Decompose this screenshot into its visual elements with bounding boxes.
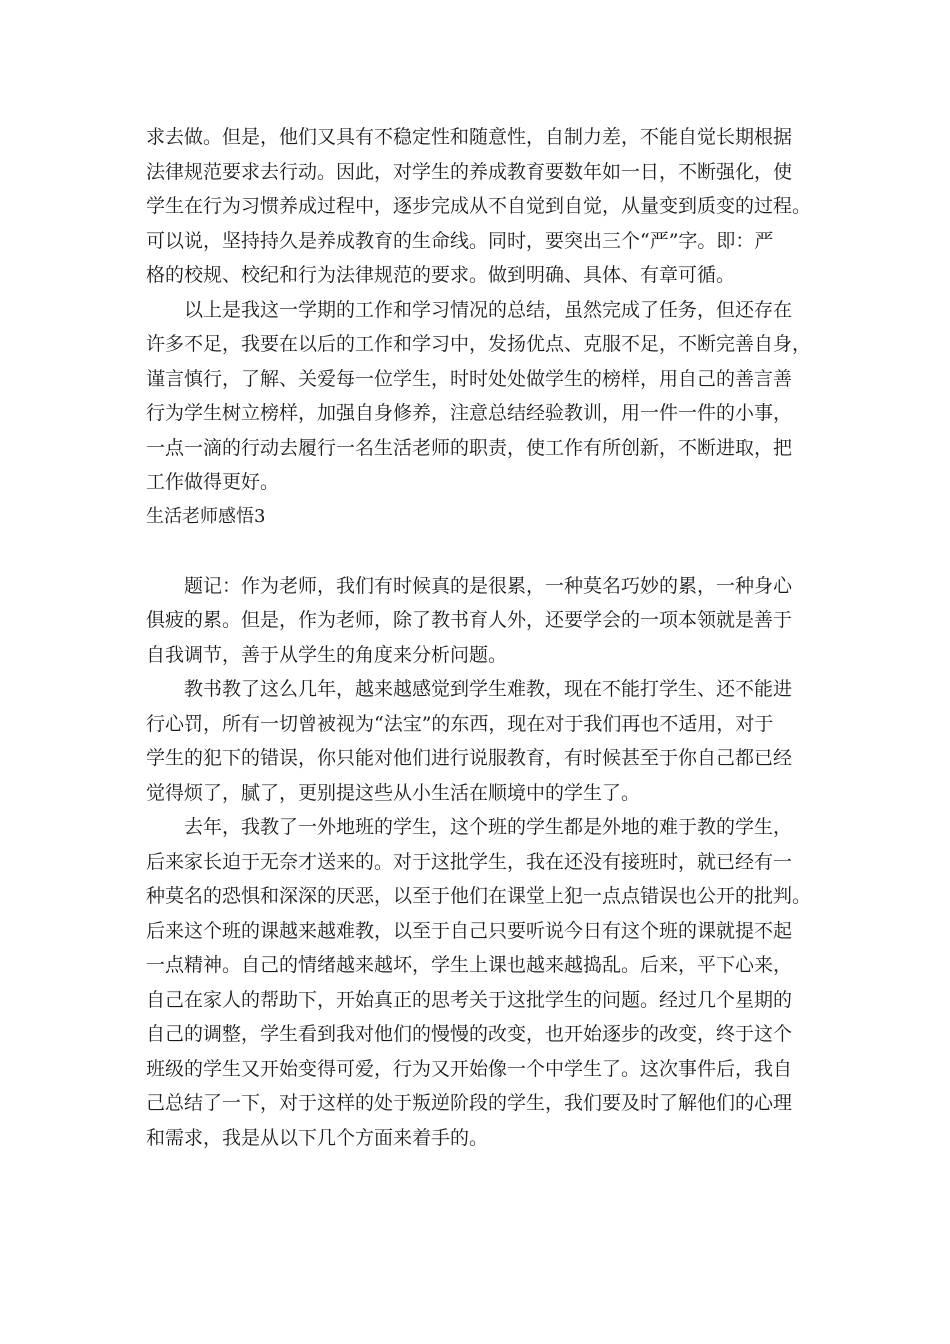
document-body: [146, 120, 814, 1155]
text-line: 己总结了一下，对于这样的处于叛逆阶段的学生，我们要及时了解他们的心理: [146, 1092, 793, 1114]
paragraph-last-year-class: [146, 810, 814, 1155]
text-line: 去年，我教了一外地班的学生，这个班的学生都是外地的难于教的学生，: [146, 816, 793, 838]
text-line: 学生在行为习惯养成过程中，逐步完成从不自觉到自觉，从量变到质变的过程。: [146, 195, 812, 217]
text-line: 自己在家人的帮助下，开始真正的思考关于这批学生的问题。经过几个星期的: [146, 988, 793, 1011]
text-line: 教书教了这么几年，越来越感觉到学生难教，现在不能打学生、还不能进: [146, 678, 793, 700]
text-line: 题记：作为老师，我们有时候真的是很累，一种莫名巧妙的累，一种身心: [146, 574, 793, 597]
text-line: 后来家长迫于无奈才送来的。对于这批学生，我在还没有接班时，就已经有一: [146, 850, 793, 873]
text-line: 班级的学生又开始变得可爱，行为又开始像一个中学生了。这次事件后，我自: [146, 1057, 793, 1080]
text-line: 学生的犯下的错误，你只能对他们进行说服教育，有时候甚至于你自己都已经: [146, 747, 793, 769]
text-line: 和需求，我是从以下几个方面来着手的。: [146, 1126, 489, 1149]
text-line: 以上是我这一学期的工作和学习情况的总结，虽然完成了任务，但还存在: [146, 298, 793, 321]
text-line: 俱疲的累。但是，作为老师，除了教书育人外，还要学会的一项本领就是善于: [146, 609, 793, 631]
paragraph-epigraph: [146, 569, 814, 673]
paragraph-summary: [146, 293, 814, 500]
text-line: 工作做得更好。: [146, 471, 280, 493]
text-line: 许多不足，我要在以后的工作和学习中，发扬优点、克服不足，不断完善自身，: [146, 333, 812, 355]
text-line: 法律规范要求去行动。因此，对学生的养成教育要数年如一日，不断强化，使: [146, 160, 793, 183]
text-line: 求去做。但是，他们又具有不稳定性和随意性，自制力差，不能自觉长期根据: [146, 126, 793, 148]
text-line: 谨言慎行，了解、关爱每一位学生，时时处处做学生的榜样，用自己的善言善: [146, 367, 793, 390]
text-line: 后来这个班的课越来越难教，以至于自己只要听说今日有这个班的课就提不起: [146, 919, 793, 942]
text-line: 一点一滴的行动去履行一名生活老师的职责，使工作有所创新，不断进取，把: [146, 436, 793, 459]
text-line: 觉得烦了，腻了，更别提这些从小生活在顺境中的学生了。: [146, 781, 641, 804]
text-line: 一点精神。自己的情绪越来越坏，学生上课也越来越捣乱。后来，平下心来，: [146, 954, 793, 976]
text-line: 自己的调整，学生看到我对他们的慢慢的改变，也开始逐步的改变，终于这个: [146, 1023, 793, 1045]
paragraph-養成教育-continued: [146, 120, 814, 293]
paragraph-teaching-difficulty: [146, 672, 814, 810]
text-line: 行心罚，所有一切曾被视为“法宝”的东西，现在对于我们再也不适用，对于: [146, 712, 774, 735]
blank-line: [146, 534, 814, 569]
section-heading: 生活老师感悟3: [146, 505, 266, 527]
text-line: 格的校规、校纪和行为法律规范的要求。做到明确、具体、有章可循。: [146, 264, 736, 286]
text-line: 可以说，坚持持久是养成教育的生命线。同时，要突出三个“严”字。即：严: [146, 229, 774, 252]
text-line: 自我调节，善于从学生的角度来分析问题。: [146, 643, 508, 666]
text-line: 行为学生树立榜样，加强自身修养，注意总结经验教训，用一件一件的小事，: [146, 402, 793, 424]
text-line: 种莫名的恐惧和深深的厌恶，以至于他们在课堂上犯一点点错误也公开的批判。: [146, 885, 812, 907]
